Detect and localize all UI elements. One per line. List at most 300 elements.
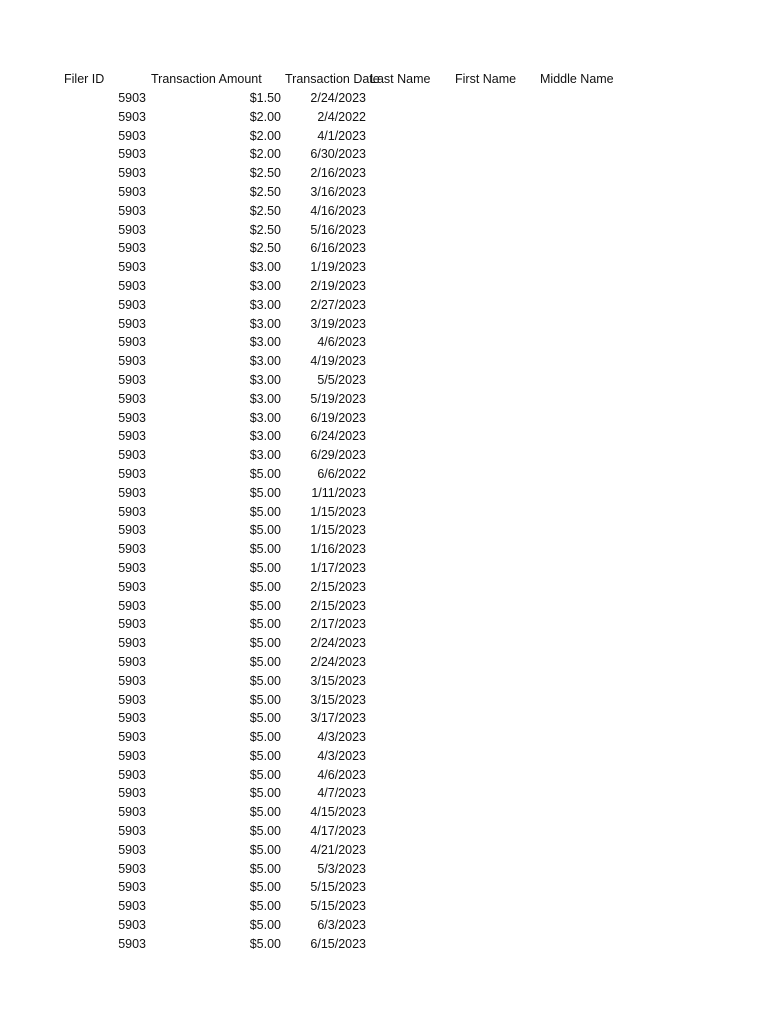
header-middle-name[interactable]: Middle Name — [540, 72, 614, 86]
cell-transaction-date[interactable]: 1/17/2023 — [310, 560, 366, 575]
cell-first-name[interactable] — [453, 145, 537, 164]
header-last-name[interactable]: Last Name — [370, 72, 431, 86]
cell-filer-id[interactable]: 5903 — [118, 692, 146, 707]
cell-filer-id[interactable]: 5903 — [118, 203, 146, 218]
cell-filer-id[interactable]: 5903 — [118, 91, 146, 105]
cell-transaction-amount[interactable]: $5.00 — [249, 560, 281, 575]
cell-transaction-date[interactable]: 6/24/2023 — [310, 429, 366, 444]
cell-transaction-date[interactable]: 6/15/2023 — [310, 936, 366, 951]
cell-middle-name[interactable] — [538, 277, 658, 296]
cell-first-name[interactable] — [453, 446, 537, 465]
cell-last-name[interactable] — [368, 822, 452, 841]
cell-transaction-date[interactable]: 2/24/2023 — [310, 654, 366, 669]
table-row — [0, 559, 768, 578]
cell-transaction-date[interactable]: 5/3/2023 — [317, 861, 366, 876]
cell-last-name[interactable] — [368, 709, 452, 728]
cell-last-name[interactable] — [368, 108, 452, 127]
cell-transaction-date[interactable]: 2/15/2023 — [310, 579, 366, 594]
cell-middle-name[interactable] — [538, 465, 658, 484]
cell-transaction-date[interactable]: 1/19/2023 — [310, 260, 366, 275]
table-row — [0, 127, 768, 146]
cell-transaction-amount[interactable]: $5.00 — [249, 523, 281, 538]
cell-last-name[interactable] — [368, 409, 452, 428]
cell-transaction-date[interactable]: 6/3/2023 — [317, 918, 366, 933]
cell-transaction-date[interactable]: 2/15/2023 — [310, 598, 366, 613]
cell-filer-id[interactable]: 5903 — [118, 260, 146, 275]
cell-transaction-amount[interactable]: $5.00 — [249, 673, 281, 688]
cell-first-name[interactable] — [453, 352, 537, 371]
cell-filer-id[interactable]: 5903 — [118, 297, 146, 312]
cell-last-name[interactable] — [368, 239, 452, 258]
cell-filer-id[interactable]: 5903 — [118, 824, 146, 839]
cell-filer-id[interactable]: 5903 — [118, 579, 146, 594]
cell-last-name[interactable] — [368, 634, 452, 653]
cell-transaction-amount[interactable]: $2.00 — [249, 109, 281, 124]
cell-filer-id[interactable]: 5903 — [118, 448, 146, 463]
cell-transaction-date[interactable]: 1/11/2023 — [311, 485, 366, 500]
cell-transaction-amount[interactable]: $3.00 — [249, 316, 281, 331]
cell-filer-id[interactable]: 5903 — [118, 485, 146, 500]
cell-transaction-amount[interactable]: $3.00 — [249, 278, 281, 293]
cell-first-name[interactable] — [453, 315, 537, 334]
cell-transaction-date[interactable]: 5/15/2023 — [310, 880, 366, 895]
cell-first-name[interactable] — [453, 728, 537, 747]
cell-last-name[interactable] — [368, 559, 452, 578]
cell-filer-id[interactable]: 5903 — [118, 805, 146, 820]
cell-first-name[interactable] — [453, 597, 537, 616]
cell-transaction-amount[interactable]: $5.00 — [249, 711, 281, 726]
cell-last-name[interactable] — [368, 578, 452, 597]
cell-first-name[interactable] — [453, 615, 537, 634]
cell-transaction-amount[interactable]: $5.00 — [249, 861, 281, 876]
cell-filer-id[interactable]: 5903 — [118, 730, 146, 745]
cell-filer-id[interactable]: 5903 — [118, 542, 146, 557]
cell-transaction-amount[interactable]: $1.50 — [249, 91, 281, 105]
cell-last-name[interactable] — [368, 653, 452, 672]
cell-middle-name[interactable] — [538, 296, 658, 315]
cell-middle-name[interactable] — [538, 521, 658, 540]
cell-transaction-amount[interactable]: $5.00 — [249, 748, 281, 763]
table-row — [0, 597, 768, 616]
cell-filer-id[interactable]: 5903 — [118, 748, 146, 763]
cell-last-name[interactable] — [368, 935, 452, 954]
cell-transaction-date[interactable]: 3/16/2023 — [310, 184, 366, 199]
cell-last-name[interactable] — [368, 164, 452, 183]
cell-transaction-date[interactable]: 4/21/2023 — [310, 842, 366, 857]
cell-first-name[interactable] — [453, 202, 537, 221]
cell-transaction-amount[interactable]: $2.50 — [249, 203, 281, 218]
cell-first-name[interactable] — [453, 89, 537, 108]
cell-first-name[interactable] — [453, 390, 537, 409]
cell-filer-id[interactable]: 5903 — [118, 899, 146, 914]
cell-middle-name[interactable] — [538, 691, 658, 710]
cell-transaction-amount[interactable]: $5.00 — [249, 504, 281, 519]
cell-filer-id[interactable]: 5903 — [118, 936, 146, 951]
cell-middle-name[interactable] — [538, 333, 658, 352]
cell-transaction-date[interactable]: 5/16/2023 — [310, 222, 366, 237]
cell-filer-id[interactable]: 5903 — [118, 410, 146, 425]
cell-transaction-amount[interactable]: $2.00 — [249, 147, 281, 162]
cell-last-name[interactable] — [368, 333, 452, 352]
cell-first-name[interactable] — [453, 164, 537, 183]
cell-transaction-date[interactable]: 2/27/2023 — [310, 297, 366, 312]
cell-transaction-date[interactable]: 2/24/2023 — [310, 91, 366, 105]
cell-first-name[interactable] — [453, 803, 537, 822]
cell-first-name[interactable] — [453, 559, 537, 578]
cell-first-name[interactable] — [453, 935, 537, 954]
cell-transaction-date[interactable]: 2/16/2023 — [310, 166, 366, 181]
cell-last-name[interactable] — [368, 427, 452, 446]
cell-last-name[interactable] — [368, 296, 452, 315]
cell-transaction-amount[interactable]: $5.00 — [249, 880, 281, 895]
cell-last-name[interactable] — [368, 540, 452, 559]
cell-transaction-date[interactable]: 4/3/2023 — [317, 748, 366, 763]
cell-middle-name[interactable] — [538, 352, 658, 371]
cell-transaction-date[interactable]: 4/16/2023 — [310, 203, 366, 218]
cell-first-name[interactable] — [453, 258, 537, 277]
cell-filer-id[interactable]: 5903 — [118, 523, 146, 538]
cell-middle-name[interactable] — [538, 409, 658, 428]
cell-first-name[interactable] — [453, 371, 537, 390]
cell-middle-name[interactable] — [538, 860, 658, 879]
cell-middle-name[interactable] — [538, 672, 658, 691]
cell-first-name[interactable] — [453, 503, 537, 522]
cell-transaction-amount[interactable]: $5.00 — [249, 654, 281, 669]
cell-last-name[interactable] — [368, 878, 452, 897]
cell-transaction-amount[interactable]: $5.00 — [249, 542, 281, 557]
cell-transaction-date[interactable]: 4/19/2023 — [310, 354, 366, 369]
cell-transaction-date[interactable]: 5/15/2023 — [310, 899, 366, 914]
cell-transaction-date[interactable]: 6/6/2022 — [317, 466, 366, 481]
cell-middle-name[interactable] — [538, 935, 658, 954]
cell-middle-name[interactable] — [538, 315, 658, 334]
cell-first-name[interactable] — [453, 691, 537, 710]
cell-middle-name[interactable] — [538, 221, 658, 240]
cell-last-name[interactable] — [368, 315, 452, 334]
table-row — [0, 578, 768, 597]
cell-first-name[interactable] — [453, 747, 537, 766]
cell-transaction-date[interactable]: 3/19/2023 — [310, 316, 366, 331]
cell-last-name[interactable] — [368, 390, 452, 409]
table-row — [0, 841, 768, 860]
cell-first-name[interactable] — [453, 634, 537, 653]
header-first-name[interactable]: First Name — [455, 72, 517, 86]
cell-transaction-amount[interactable]: $5.00 — [249, 636, 281, 651]
cell-transaction-date[interactable]: 4/7/2023 — [317, 786, 366, 801]
cell-filer-id[interactable]: 5903 — [118, 767, 146, 782]
cell-transaction-date[interactable]: 6/16/2023 — [310, 241, 366, 256]
cell-transaction-date[interactable]: 2/24/2023 — [310, 636, 366, 651]
cell-middle-name[interactable] — [538, 258, 658, 277]
cell-last-name[interactable] — [368, 728, 452, 747]
cell-first-name[interactable] — [453, 108, 537, 127]
cell-middle-name[interactable] — [538, 183, 658, 202]
cell-first-name[interactable] — [453, 183, 537, 202]
cell-first-name[interactable] — [453, 540, 537, 559]
cell-middle-name[interactable] — [538, 540, 658, 559]
cell-transaction-date[interactable]: 2/19/2023 — [310, 278, 366, 293]
cell-transaction-amount[interactable]: $3.00 — [249, 372, 281, 387]
cell-filer-id[interactable]: 5903 — [118, 222, 146, 237]
cell-transaction-amount[interactable]: $3.00 — [249, 335, 281, 350]
cell-last-name[interactable] — [368, 803, 452, 822]
cell-middle-name[interactable] — [538, 728, 658, 747]
cell-middle-name[interactable] — [538, 164, 658, 183]
cell-middle-name[interactable] — [538, 89, 658, 108]
cell-transaction-amount[interactable]: $3.00 — [249, 297, 281, 312]
cell-middle-name[interactable] — [538, 484, 658, 503]
cell-transaction-amount[interactable]: $5.00 — [249, 899, 281, 914]
cell-transaction-amount[interactable]: $2.50 — [249, 166, 281, 181]
cell-transaction-amount[interactable]: $5.00 — [249, 824, 281, 839]
cell-filer-id[interactable]: 5903 — [118, 673, 146, 688]
cell-last-name[interactable] — [368, 766, 452, 785]
cell-last-name[interactable] — [368, 371, 452, 390]
cell-transaction-amount[interactable]: $3.00 — [249, 429, 281, 444]
cell-transaction-amount[interactable]: $2.50 — [249, 222, 281, 237]
cell-last-name[interactable] — [368, 89, 452, 108]
cell-middle-name[interactable] — [538, 503, 658, 522]
header-transaction-amount[interactable]: Transaction Amount — [151, 72, 262, 86]
cell-first-name[interactable] — [453, 409, 537, 428]
cell-filer-id[interactable]: 5903 — [118, 861, 146, 876]
cell-last-name[interactable] — [368, 465, 452, 484]
cell-middle-name[interactable] — [538, 446, 658, 465]
table-row — [0, 465, 768, 484]
cell-last-name[interactable] — [368, 484, 452, 503]
cell-last-name[interactable] — [368, 615, 452, 634]
cell-filer-id[interactable]: 5903 — [118, 109, 146, 124]
table-row — [0, 503, 768, 522]
table-row — [0, 822, 768, 841]
cell-transaction-date[interactable]: 1/16/2023 — [310, 542, 366, 557]
cell-filer-id[interactable]: 5903 — [118, 636, 146, 651]
table-row — [0, 108, 768, 127]
cell-first-name[interactable] — [453, 709, 537, 728]
cell-middle-name[interactable] — [538, 559, 658, 578]
table-row — [0, 860, 768, 879]
cell-middle-name[interactable] — [538, 239, 658, 258]
cell-transaction-date[interactable]: 3/15/2023 — [310, 692, 366, 707]
cell-transaction-date[interactable]: 2/17/2023 — [310, 617, 366, 632]
cell-first-name[interactable] — [453, 766, 537, 785]
cell-first-name[interactable] — [453, 221, 537, 240]
cell-middle-name[interactable] — [538, 878, 658, 897]
cell-transaction-amount[interactable]: $3.00 — [249, 410, 281, 425]
cell-middle-name[interactable] — [538, 127, 658, 146]
cell-filer-id[interactable]: 5903 — [118, 372, 146, 387]
cell-transaction-date[interactable]: 4/6/2023 — [317, 335, 366, 350]
cell-transaction-amount[interactable]: $5.00 — [249, 692, 281, 707]
cell-transaction-date[interactable]: 4/15/2023 — [310, 805, 366, 820]
cell-first-name[interactable] — [453, 239, 537, 258]
table-row — [0, 221, 768, 240]
cell-middle-name[interactable] — [538, 634, 658, 653]
cell-middle-name[interactable] — [538, 916, 658, 935]
cell-last-name[interactable] — [368, 258, 452, 277]
cell-last-name[interactable] — [368, 221, 452, 240]
cell-filer-id[interactable]: 5903 — [118, 560, 146, 575]
cell-first-name[interactable] — [453, 860, 537, 879]
cell-last-name[interactable] — [368, 916, 452, 935]
cell-first-name[interactable] — [453, 277, 537, 296]
cell-filer-id[interactable]: 5903 — [118, 278, 146, 293]
cell-filer-id[interactable]: 5903 — [118, 316, 146, 331]
cell-transaction-date[interactable]: 4/6/2023 — [317, 767, 366, 782]
cell-middle-name[interactable] — [538, 145, 658, 164]
cell-first-name[interactable] — [453, 784, 537, 803]
cell-transaction-date[interactable]: 4/1/2023 — [317, 128, 366, 143]
cell-filer-id[interactable]: 5903 — [118, 711, 146, 726]
cell-filer-id[interactable]: 5903 — [118, 654, 146, 669]
cell-filer-id[interactable]: 5903 — [118, 335, 146, 350]
cell-last-name[interactable] — [368, 145, 452, 164]
cell-middle-name[interactable] — [538, 371, 658, 390]
cell-middle-name[interactable] — [538, 615, 658, 634]
cell-transaction-amount[interactable]: $5.00 — [249, 598, 281, 613]
cell-transaction-date[interactable]: 3/17/2023 — [310, 711, 366, 726]
cell-first-name[interactable] — [453, 878, 537, 897]
table-row — [0, 521, 768, 540]
cell-transaction-amount[interactable]: $2.00 — [249, 128, 281, 143]
cell-transaction-amount[interactable]: $5.00 — [249, 617, 281, 632]
cell-transaction-date[interactable]: 4/17/2023 — [310, 824, 366, 839]
cell-filer-id[interactable]: 5903 — [118, 241, 146, 256]
table-row — [0, 352, 768, 371]
cell-transaction-date[interactable]: 6/19/2023 — [310, 410, 366, 425]
cell-last-name[interactable] — [368, 277, 452, 296]
cell-last-name[interactable] — [368, 503, 452, 522]
cell-filer-id[interactable]: 5903 — [118, 842, 146, 857]
cell-transaction-amount[interactable]: $3.00 — [249, 354, 281, 369]
cell-transaction-amount[interactable]: $5.00 — [249, 730, 281, 745]
cell-middle-name[interactable] — [538, 390, 658, 409]
cell-transaction-date[interactable]: 1/15/2023 — [310, 523, 366, 538]
cell-filer-id[interactable]: 5903 — [118, 786, 146, 801]
cell-transaction-amount[interactable]: $5.00 — [249, 918, 281, 933]
cell-filer-id[interactable]: 5903 — [118, 166, 146, 181]
cell-middle-name[interactable] — [538, 766, 658, 785]
table-row — [0, 239, 768, 258]
cell-first-name[interactable] — [453, 333, 537, 352]
cell-last-name[interactable] — [368, 672, 452, 691]
header-filer-id[interactable]: Filer ID — [64, 72, 105, 86]
cell-last-name[interactable] — [368, 860, 452, 879]
cell-transaction-amount[interactable]: $5.00 — [249, 767, 281, 782]
cell-last-name[interactable] — [368, 841, 452, 860]
cell-transaction-date[interactable]: 6/30/2023 — [310, 147, 366, 162]
cell-middle-name[interactable] — [538, 597, 658, 616]
cell-middle-name[interactable] — [538, 653, 658, 672]
cell-last-name[interactable] — [368, 202, 452, 221]
cell-transaction-amount[interactable]: $5.00 — [249, 936, 281, 951]
cell-first-name[interactable] — [453, 822, 537, 841]
cell-first-name[interactable] — [453, 672, 537, 691]
cell-first-name[interactable] — [453, 841, 537, 860]
table-row — [0, 315, 768, 334]
cell-transaction-amount[interactable]: $3.00 — [249, 260, 281, 275]
cell-last-name[interactable] — [368, 183, 452, 202]
cell-middle-name[interactable] — [538, 578, 658, 597]
cell-transaction-date[interactable]: 3/15/2023 — [310, 673, 366, 688]
cell-first-name[interactable] — [453, 521, 537, 540]
cell-middle-name[interactable] — [538, 803, 658, 822]
cell-filer-id[interactable]: 5903 — [118, 391, 146, 406]
cell-transaction-amount[interactable]: $3.00 — [249, 391, 281, 406]
cell-transaction-date[interactable]: 4/3/2023 — [317, 730, 366, 745]
cell-middle-name[interactable] — [538, 427, 658, 446]
cell-middle-name[interactable] — [538, 709, 658, 728]
header-transaction-date[interactable]: Transaction Date — [285, 72, 380, 86]
cell-first-name[interactable] — [453, 296, 537, 315]
cell-transaction-amount[interactable]: $3.00 — [249, 448, 281, 463]
cell-first-name[interactable] — [453, 127, 537, 146]
cell-middle-name[interactable] — [538, 202, 658, 221]
cell-first-name[interactable] — [453, 484, 537, 503]
cell-middle-name[interactable] — [538, 108, 658, 127]
cell-last-name[interactable] — [368, 897, 452, 916]
cell-last-name[interactable] — [368, 691, 452, 710]
cell-transaction-amount[interactable]: $2.50 — [249, 184, 281, 199]
cell-last-name[interactable] — [368, 597, 452, 616]
cell-transaction-date[interactable]: 1/15/2023 — [310, 504, 366, 519]
cell-filer-id[interactable]: 5903 — [118, 617, 146, 632]
table-row — [0, 145, 768, 164]
cell-first-name[interactable] — [453, 897, 537, 916]
cell-middle-name[interactable] — [538, 897, 658, 916]
cell-filer-id[interactable]: 5903 — [118, 466, 146, 481]
cell-transaction-amount[interactable]: $5.00 — [249, 786, 281, 801]
cell-first-name[interactable] — [453, 427, 537, 446]
cell-transaction-date[interactable]: 2/4/2022 — [317, 109, 366, 124]
cell-first-name[interactable] — [453, 653, 537, 672]
cell-filer-id[interactable]: 5903 — [118, 598, 146, 613]
cell-filer-id[interactable]: 5903 — [118, 147, 146, 162]
cell-transaction-amount[interactable]: $2.50 — [249, 241, 281, 256]
cell-filer-id[interactable]: 5903 — [118, 184, 146, 199]
cell-transaction-amount[interactable]: $5.00 — [249, 485, 281, 500]
cell-last-name[interactable] — [368, 521, 452, 540]
cell-filer-id[interactable]: 5903 — [118, 880, 146, 895]
table-row — [0, 390, 768, 409]
cell-transaction-date[interactable]: 5/19/2023 — [310, 391, 366, 406]
cell-transaction-amount[interactable]: $5.00 — [249, 805, 281, 820]
cell-filer-id[interactable]: 5903 — [118, 128, 146, 143]
cell-filer-id[interactable]: 5903 — [118, 918, 146, 933]
cell-transaction-date[interactable]: 5/5/2023 — [317, 372, 366, 387]
cell-middle-name[interactable] — [538, 822, 658, 841]
cell-middle-name[interactable] — [538, 841, 658, 860]
cell-transaction-amount[interactable]: $5.00 — [249, 842, 281, 857]
cell-middle-name[interactable] — [538, 747, 658, 766]
cell-transaction-date[interactable]: 6/29/2023 — [310, 448, 366, 463]
cell-filer-id[interactable]: 5903 — [118, 354, 146, 369]
cell-first-name[interactable] — [453, 465, 537, 484]
cell-filer-id[interactable]: 5903 — [118, 504, 146, 519]
cell-transaction-amount[interactable]: $5.00 — [249, 466, 281, 481]
cell-first-name[interactable] — [453, 916, 537, 935]
cell-last-name[interactable] — [368, 352, 452, 371]
cell-transaction-amount[interactable]: $5.00 — [249, 579, 281, 594]
cell-middle-name[interactable] — [538, 784, 658, 803]
cell-last-name[interactable] — [368, 446, 452, 465]
cell-last-name[interactable] — [368, 784, 452, 803]
cell-last-name[interactable] — [368, 127, 452, 146]
cell-filer-id[interactable]: 5903 — [118, 429, 146, 444]
spreadsheet — [0, 69, 768, 954]
cell-last-name[interactable] — [368, 747, 452, 766]
cell-first-name[interactable] — [453, 578, 537, 597]
